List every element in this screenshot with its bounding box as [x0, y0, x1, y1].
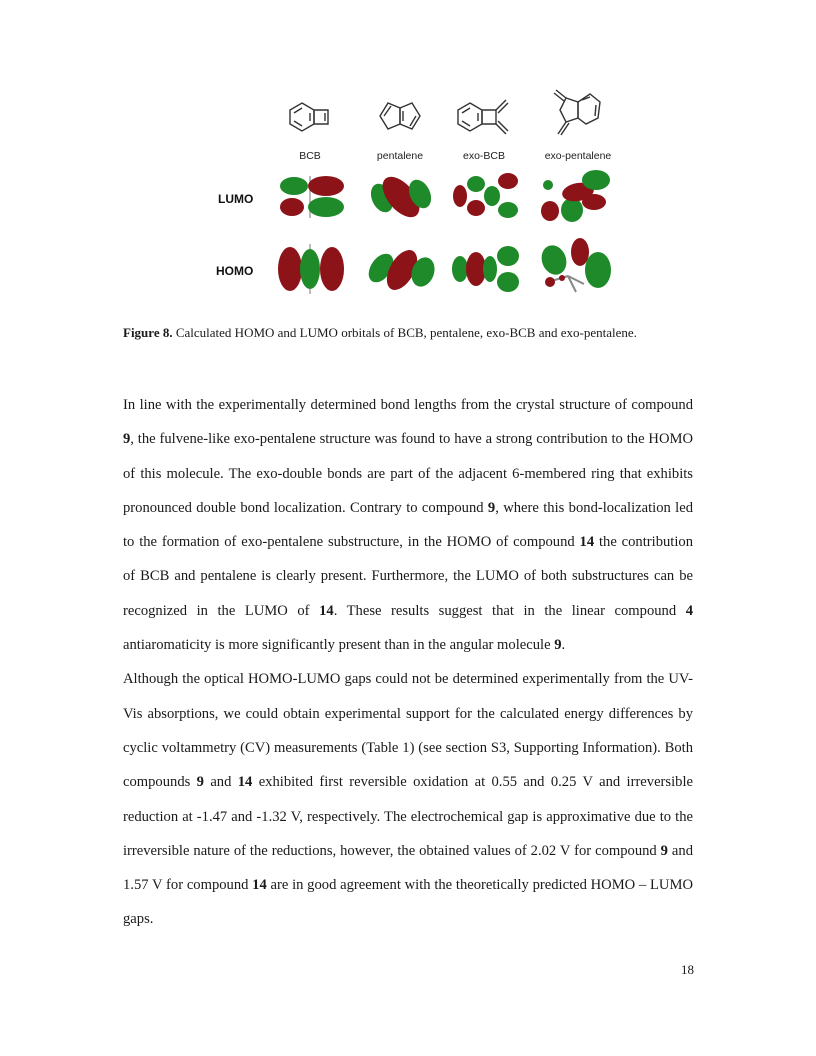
row-label-lumo: LUMO — [218, 192, 254, 206]
text-run: . — [561, 637, 566, 654]
compound-number: 14 — [252, 877, 267, 894]
text-run: , where this bond-localization led to the formation of exo-pentalene substructure, in the HOMO of compound — [123, 499, 693, 551]
paragraph-1 — [123, 388, 693, 662]
compound-label-bcb: BCB — [299, 150, 321, 162]
lumo-orbital-pentalene — [366, 170, 436, 224]
lumo-orbital-exo-bcb — [450, 170, 524, 224]
figure-8 — [210, 86, 630, 306]
homo-orbital-pentalene — [366, 242, 438, 296]
text-run: and 1.57 V for compound — [123, 842, 693, 894]
bcb-structure-icon — [282, 86, 338, 144]
caption-text: Calculated HOMO and LUMO orbitals of BCB, pentalene, exo-BCB and exo-pentalene. — [172, 325, 637, 340]
compound-number: 14 — [579, 534, 595, 551]
compound-number: 14 — [237, 774, 253, 791]
compound-number: 14 — [319, 602, 334, 619]
exo-pentalene-structure-icon — [540, 80, 610, 144]
page-number: 18 — [681, 962, 694, 977]
text-run: and — [203, 774, 238, 791]
text-run: Although the optical HOMO-LUMO gaps could not be determined experimentally from the UV-Vis absorptions, we could obtain experimental support for the calculated energy differences by cyclic voltammetry (CV) measurements (Table 1) (see section S3, Supporting Information). Both compounds — [123, 671, 693, 791]
compound-label-pentalene: pentalene — [376, 150, 424, 162]
figure-caption — [123, 324, 723, 342]
caption-label: Figure 8. — [123, 325, 173, 340]
text-run: . These results suggest that in the linear compound — [333, 602, 686, 619]
text-run: are in good agreement with the theoretically predicted HOMO – LUMO gaps. — [123, 877, 693, 928]
text-run: , the fulvene-like exo-pentalene structure was found to have a strong contribution to the HOMO of this molecule. The exo-double bonds are part of the adjacent 6-membered ring that exhibits pronounced double bond localization. Contrary to compound — [123, 431, 693, 516]
body-text — [123, 388, 693, 937]
compound-number: 9 — [660, 842, 668, 859]
row-label-homo: HOMO — [216, 264, 254, 278]
lumo-orbital-exo-pentalene — [538, 168, 614, 226]
homo-orbital-exo-bcb — [450, 242, 524, 296]
compound-label-exo-bcb: exo-BCB — [462, 150, 505, 162]
text-run: In line with the experimentally determined bond lengths from the crystal structure of compound — [123, 397, 693, 413]
lumo-orbital-bcb — [276, 174, 346, 220]
exo-bcb-structure-icon — [450, 86, 520, 144]
compound-number: 9 — [554, 637, 562, 654]
pentalene-structure-icon — [370, 86, 430, 144]
compound-number: 4 — [685, 602, 693, 619]
paragraph-2 — [123, 662, 693, 936]
text-run: antiaromaticity is more significantly present than in the angular molecule — [123, 637, 555, 654]
compound-number: 9 — [487, 499, 496, 516]
compound-number: 9 — [123, 431, 131, 448]
text-run: exhibited first reversible oxidation at 0.55 and 0.25 V and irreversible reduction at -1.47 and -1.32 V, respectively. The electrochemical gap is approximative due to the irreversible nature of the reductions, however, the obtained values of 2.02 V for compound — [123, 774, 693, 859]
text-run: the contribution of BCB and pentalene is clearly present. Furthermore, the LUMO of both substructures can be recognized in the LUMO of — [123, 534, 693, 619]
compound-label-exo-pentalene: exo-pentalene — [544, 150, 612, 162]
homo-orbital-bcb — [276, 242, 346, 296]
homo-orbital-exo-pentalene — [536, 234, 614, 300]
compound-number: 9 — [196, 774, 204, 791]
